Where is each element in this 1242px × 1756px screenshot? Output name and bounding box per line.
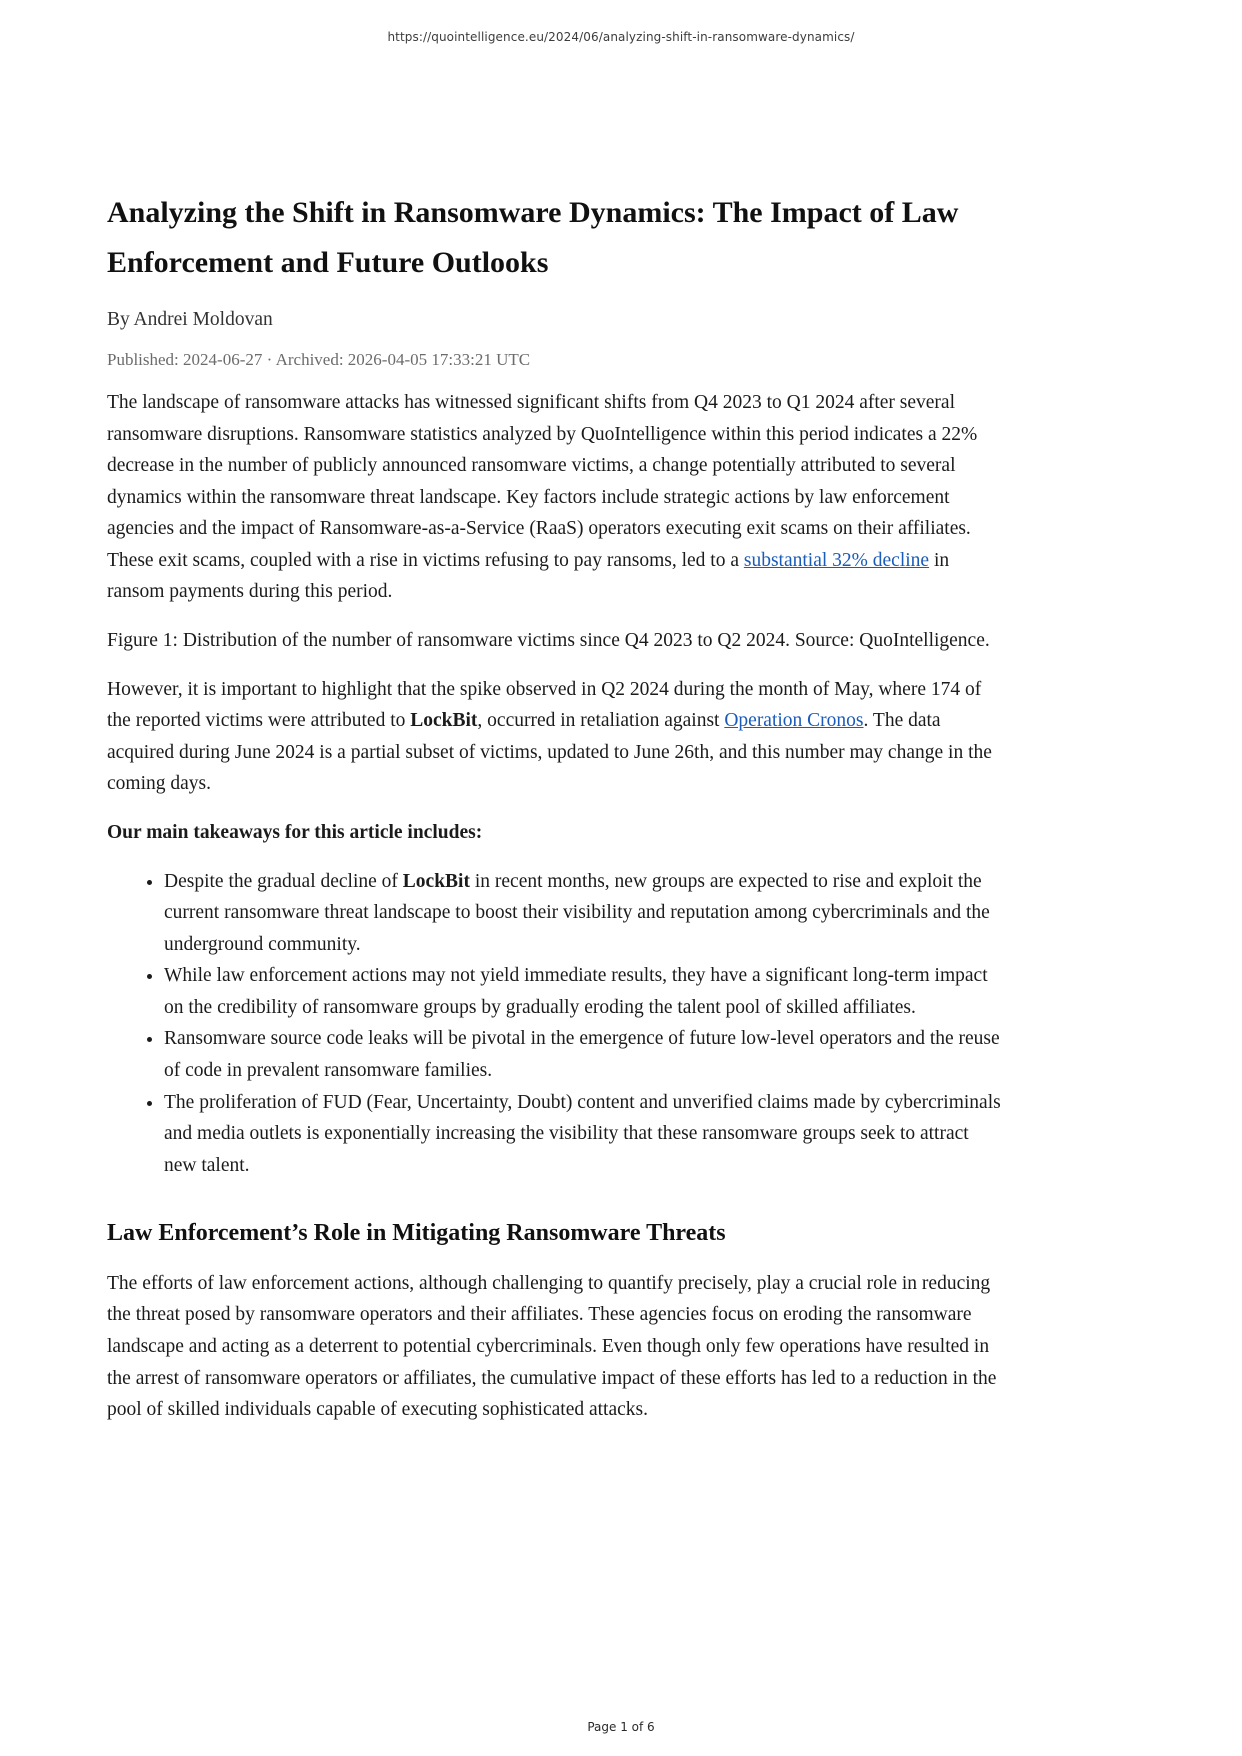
list-item: • While law enforcement actions may not yield immediate results, they have a significant long-term impact on the credibility of ransomware groups by gradually eroding the talent pool of skilled affiliates. xyxy=(164,960,1004,1023)
inline-link[interactable]: Operation Cronos xyxy=(724,710,864,732)
bold-text: Our main takeaways for this article includes: xyxy=(107,821,483,843)
page-number: Page 1 of 6 xyxy=(587,1720,655,1734)
inline-link[interactable]: substantial 32% decline xyxy=(743,549,930,571)
list-item: • Ransomware source code leaks will be pivotal in the emergence of future low-level operators and the reuse of code in prevalent ransomware families. xyxy=(164,1023,1004,1086)
byline: By Andrei Moldovan xyxy=(107,309,273,330)
bold-text: LockBit xyxy=(402,870,470,892)
bold-text: LockBit xyxy=(410,710,478,732)
takeaways-list xyxy=(107,866,1004,1182)
publish-meta: Published: 2024-06-27 · Archived: 2026-04-05 17:33:21 UTC xyxy=(107,350,531,369)
list-item: • The proliferation of FUD (Fear, Uncertainty, Doubt) content and unverified claims made by cybercriminals and media outlets is exponentially increasing the visibility that these ransomware groups seek to attract new talent. xyxy=(164,1087,1004,1182)
figure-caption: Figure 1: Distribution of the number of ransomware victims since Q4 2023 to Q2 2024. Source: QuoIntelligence. xyxy=(107,630,990,652)
print-header-url: https://quointelligence.eu/2024/06/analyzing-shift-in-ransomware-dynamics/ xyxy=(387,30,855,44)
intro-paragraph: The landscape of ransomware attacks has witnessed significant shifts from Q4 2023 to Q1 2024 after several ransomware disruptions. Ransomware statistics analyzed by QuoIntelligence within this period indicates a 22% decrease in the number of publicly announced ransomware victims, a change potentially attributed to several dynamics within the ransomware threat landscape. Key factors include strategic actions by law enforcement agencies and the impact of Ransomware-as-a-Service (RaaS) operators executing exit scams on their affiliates. These exit scams, coupled with a rise in victims refusing to pay ransoms, led to a substantial 32% decline in ransom payments during this period. xyxy=(107,392,978,603)
paragraph: The efforts of law enforcement actions, although challenging to quantify precisely, play a crucial role in reducing the threat posed by ransomware operators and their affiliates. These agencies focus on eroding the ransomware landscape and acting as a deterrent to potential cybercriminals. Even though only few operations have resulted in the arrest of ransomware operators or affiliates, the cumulative impact of these efforts has led to a reduction in the pool of skilled individuals capable of executing sophisticated attacks. xyxy=(107,1272,997,1421)
page-title: Analyzing the Shift in Ransomware Dynamics: The Impact of Law Enforcement and Future Outlooks xyxy=(107,196,959,279)
paragraph: However, it is important to highlight that the spike observed in Q2 2024 during the month of May, where 174 of the reported victims were attributed to LockBit, occurred in retaliation against Operation Cronos. The data acquired during June 2024 is a partial subset of victims, updated to June 26th, and this number may change in the coming days. xyxy=(107,678,992,795)
article-blocks xyxy=(107,387,1004,1426)
takeaways-heading xyxy=(107,817,1004,849)
list-item: • Despite the gradual decline of LockBit in recent months, new groups are expected to rise and exploit the current ransomware threat landscape to boost their visibility and reputation among cybercriminals and the underground community. xyxy=(164,866,1004,961)
section-heading: Law Enforcement’s Role in Mitigating Ransomware Threats xyxy=(107,1220,726,1247)
article xyxy=(107,188,1004,1426)
